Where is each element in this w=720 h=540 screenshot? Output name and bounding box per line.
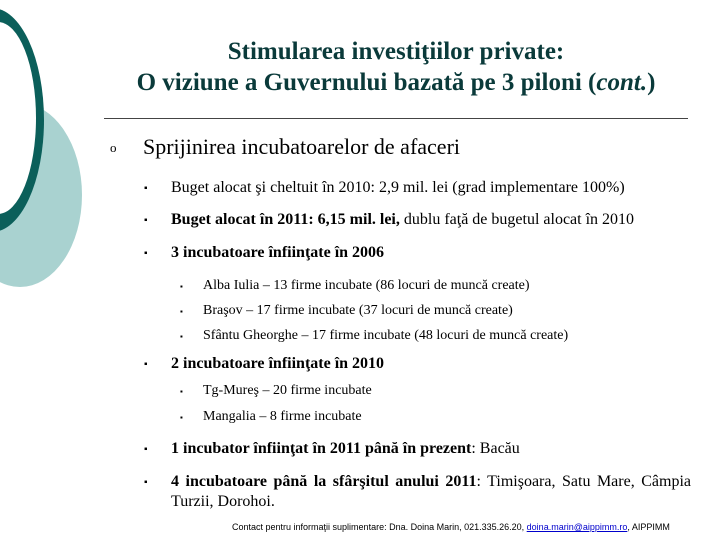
list-item-text: 2 incubatoare înfiinţate în 2010 [171, 355, 385, 372]
list-item-text: Buget alocat şi cheltuit în 2010: 2,9 mil. lei (grad implementare 100%) [171, 179, 625, 196]
square-bullet-icon: ▪ [180, 307, 183, 316]
list-item-rest: : Bacău [471, 440, 520, 457]
square-bullet-icon: ▪ [180, 332, 183, 341]
list-item-bold: 4 incubatoare până la sfârşitul anului 2011 [171, 473, 477, 490]
list-item-rest: dublu faţă de bugetul alocat în 2010 [399, 211, 635, 228]
title-line-2-end: ) [647, 69, 656, 96]
square-bullet-icon: ▪ [144, 248, 148, 259]
list-item-rest: : Timişoara, Satu Mare, Câmpia Turzii, Dorohoi. [171, 473, 691, 510]
sub-list-item-text: Tg-Mureş – 20 firme incubate [203, 383, 372, 398]
square-bullet-icon: ▪ [180, 413, 183, 422]
square-bullet-icon: ▪ [180, 387, 183, 396]
title-divider [104, 118, 688, 119]
square-bullet-icon: ▪ [144, 183, 148, 194]
footer-suffix: , AIPPIMM [627, 522, 670, 532]
title-line-2-text: O viziune a Guvernului bazată pe 3 piloni ( [136, 69, 597, 96]
title-italic-cont: cont. [596, 69, 648, 96]
sub-list-item-text: Mangalia – 8 firme incubate [203, 409, 362, 424]
list-item-bold: Buget alocat în 2011: 6,15 mil. lei, [171, 211, 400, 228]
square-bullet-icon: ▪ [144, 359, 148, 370]
decorative-circles [0, 0, 90, 300]
slide-title [80, 36, 712, 98]
square-bullet-icon: ▪ [144, 444, 148, 455]
title-line-2 [80, 67, 712, 98]
sub-list-item-text: Sfântu Gheorghe – 17 firme incubate (48 locuri de muncă create) [203, 328, 569, 343]
list-item [144, 472, 691, 512]
square-bullet-icon: ▪ [144, 477, 148, 488]
title-line-1: Stimularea investiţiilor private: [227, 38, 565, 65]
email-link[interactable]: doina.marin@aippimm.ro [526, 522, 628, 532]
list-item-bold: 1 incubator înfiinţat în 2011 până în prezent [171, 440, 472, 457]
list-item-text: 3 incubatoare înfiinţate în 2006 [171, 244, 385, 261]
square-bullet-icon: ▪ [144, 215, 148, 226]
sub-list-item-text: Alba Iulia – 13 firme incubate (86 locuri de muncă create) [203, 278, 530, 293]
sub-list-item-text: Braşov – 17 firme incubate (37 locuri de muncă create) [203, 303, 513, 318]
list-item-text [171, 210, 634, 230]
square-bullet-icon: ▪ [180, 282, 183, 291]
circle-bullet-icon: o [110, 140, 117, 155]
footer-prefix: Contact pentru informaţii suplimentare: Dna. Doina Marin, 021.335.26.20, [232, 522, 527, 532]
list-item-text [171, 439, 520, 459]
section-heading-text: Sprijinirea incubatoarelor de afaceri [143, 134, 461, 159]
contact-footer [232, 522, 670, 532]
